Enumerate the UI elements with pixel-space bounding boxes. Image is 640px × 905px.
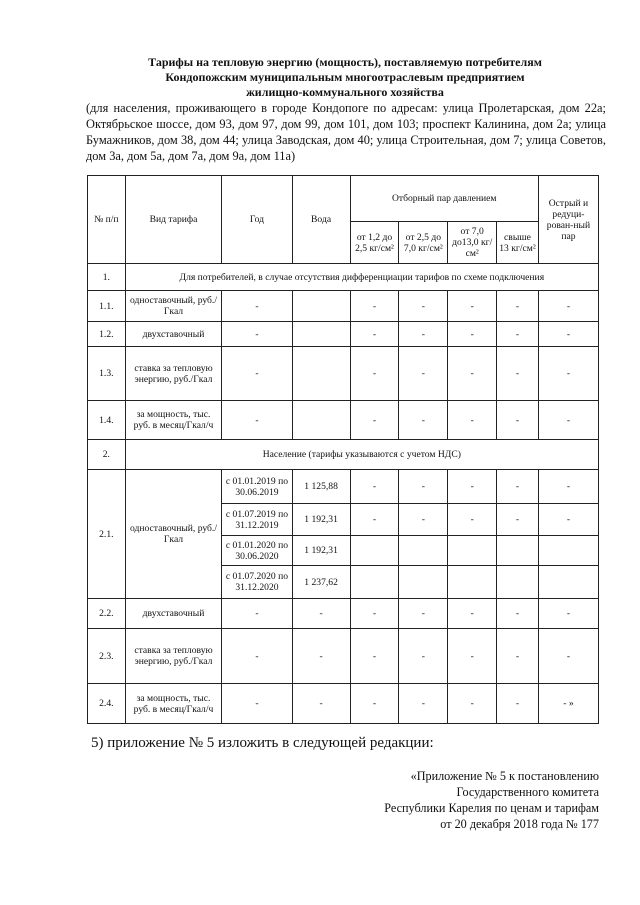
row-type: двухставочный	[125, 599, 222, 629]
table-row	[88, 401, 599, 440]
row-year: с 01.07.2019 по 31.12.2019	[222, 504, 292, 536]
row-type: одноставочный, руб./Гкал	[125, 470, 222, 599]
table-row	[88, 629, 599, 684]
row-p4	[497, 566, 539, 599]
row-p2: -	[399, 684, 448, 724]
row-p2: -	[399, 504, 448, 536]
row-p2: -	[399, 322, 448, 347]
row-p3: -	[448, 291, 497, 322]
row-p1: -	[350, 629, 399, 684]
table-row	[88, 322, 599, 347]
row-num: 1.4.	[88, 401, 126, 440]
row-type: за мощность, тыс. руб. в месяц/Гкал/ч	[125, 401, 222, 440]
section-title: Для потребителей, в случае отсутствия дифференциации тарифов по схеме подключения	[125, 264, 598, 291]
row-p2: -	[399, 401, 448, 440]
row-p3: -	[448, 629, 497, 684]
row-p3	[448, 536, 497, 566]
row-water: -	[292, 599, 350, 629]
row-sharp: -	[538, 291, 598, 322]
row-water: 1 125,88	[292, 470, 350, 504]
row-sharp: -	[538, 322, 598, 347]
row-p1	[350, 536, 399, 566]
section-row	[88, 440, 599, 470]
header-water: Вода	[292, 176, 350, 264]
row-sharp: -	[538, 470, 598, 504]
row-sharp: -	[538, 347, 598, 401]
row-p1: -	[350, 684, 399, 724]
row-p2	[399, 536, 448, 566]
row-water: -	[222, 291, 292, 322]
row-p3: -	[448, 322, 497, 347]
header-p2: от 2,5 до 7,0 кг/см²	[399, 222, 448, 264]
header-p1: от 1,2 до 2,5 кг/см²	[350, 222, 399, 264]
row-water: -	[222, 322, 292, 347]
row-type: за мощность, тыс. руб. в месяц/Гкал/ч	[125, 684, 222, 724]
row-water: -	[222, 401, 292, 440]
row-water: -	[222, 347, 292, 401]
row-water: 1 192,31	[292, 536, 350, 566]
row-p2: -	[399, 629, 448, 684]
row-p4: -	[497, 684, 539, 724]
header-type: Вид тарифа	[125, 176, 222, 264]
row-p2: -	[399, 347, 448, 401]
row-type: ставка за тепловую энергию, руб./Гкал	[125, 347, 222, 401]
title-line-2: Кондопожским муниципальным многоотраслевым предприятием	[165, 70, 525, 84]
row-cell	[292, 347, 350, 401]
row-p4: -	[497, 401, 539, 440]
row-num: 2.2.	[88, 599, 126, 629]
row-num: 1.3.	[88, 347, 126, 401]
row-p3: -	[448, 504, 497, 536]
row-sharp: - »	[538, 684, 598, 724]
header-sharp: Острый и редуци-рован-ный пар	[538, 176, 598, 264]
row-p4: -	[497, 629, 539, 684]
section-num: 1.	[88, 264, 126, 291]
table-row	[88, 684, 599, 724]
document-title	[90, 55, 600, 100]
appendix-line-3: Республики Карелия по ценам и тарифам	[384, 801, 599, 815]
header-year: Год	[222, 176, 292, 264]
section-row	[88, 264, 599, 291]
row-p2: -	[399, 291, 448, 322]
row-p4	[497, 536, 539, 566]
row-type: двухставочный	[125, 322, 222, 347]
row-p2: -	[399, 599, 448, 629]
amendment-note: 5) приложение № 5 изложить в следующей редакции:	[91, 735, 434, 751]
row-p1: -	[350, 504, 399, 536]
row-p1	[350, 566, 399, 599]
row-p2	[399, 566, 448, 599]
row-sharp: -	[538, 599, 598, 629]
tariff-table	[87, 175, 599, 724]
row-p3: -	[448, 401, 497, 440]
header-p3: от 7,0 до13,0 кг/см²	[448, 222, 497, 264]
row-water: 1 237,62	[292, 566, 350, 599]
row-type: ставка за тепловую энергию, руб./Гкал	[125, 629, 222, 684]
row-year: с 01.01.2020 по 30.06.2020	[222, 536, 292, 566]
row-p1: -	[350, 322, 399, 347]
row-water: -	[292, 629, 350, 684]
row-p3: -	[448, 470, 497, 504]
row-sharp: -	[538, 504, 598, 536]
table-row	[88, 347, 599, 401]
row-sharp	[538, 566, 598, 599]
row-p3: -	[448, 599, 497, 629]
row-p2: -	[399, 470, 448, 504]
appendix-line-1: «Приложение № 5 к постановлению	[410, 769, 599, 783]
row-year: с 01.01.2019 по 30.06.2019	[222, 470, 292, 504]
row-sharp: -	[538, 629, 598, 684]
row-year: -	[222, 629, 292, 684]
header-num: № п/п	[88, 176, 126, 264]
table-row	[88, 599, 599, 629]
appendix-reference	[299, 768, 599, 832]
row-p4: -	[497, 322, 539, 347]
header-p4: свыше 13 кг/см²	[497, 222, 539, 264]
row-p1: -	[350, 291, 399, 322]
row-num: 1.2.	[88, 322, 126, 347]
row-num: 2.3.	[88, 629, 126, 684]
row-sharp	[538, 536, 598, 566]
title-line-1: Тарифы на тепловую энергию (мощность), поставляемую потребителям	[148, 55, 542, 69]
row-cell	[292, 291, 350, 322]
section-title: Население (тарифы указываются с учетом НДС)	[125, 440, 598, 470]
row-p4: -	[497, 504, 539, 536]
title-line-3: жилищно-коммунального хозяйства	[246, 85, 444, 99]
row-p4: -	[497, 470, 539, 504]
table-row	[88, 470, 599, 504]
row-type: одноставочный, руб./Гкал	[125, 291, 222, 322]
row-water: 1 192,31	[292, 504, 350, 536]
row-num: 1.1.	[88, 291, 126, 322]
appendix-line-4: от 20 декабря 2018 года № 177	[440, 817, 599, 831]
row-cell	[292, 322, 350, 347]
row-num: 2.1.	[88, 470, 126, 599]
row-p3: -	[448, 347, 497, 401]
row-year: -	[222, 599, 292, 629]
appendix-line-2: Государственного комитета	[456, 785, 599, 799]
row-p1: -	[350, 599, 399, 629]
row-water: -	[292, 684, 350, 724]
table-row	[88, 291, 599, 322]
row-p3	[448, 566, 497, 599]
row-year: -	[222, 684, 292, 724]
row-sharp: -	[538, 401, 598, 440]
address-subtitle: (для населения, проживающего в городе Кондопоге по адресам: улица Пролетарская, дом 22а; Октябрьское шоссе, дом 93, дом 97, дом 99, дом 101, дом 103; проспект Калинина, дом 2а; улица Бумажников, дом 38, дом 44; улица Заводская, дом 40; улица Строительная, дом 7; улица Советов, дом 3а, дом 5а, дом 7а, дом 9а, дом 11а)	[86, 101, 606, 163]
row-p1: -	[350, 347, 399, 401]
row-num: 2.4.	[88, 684, 126, 724]
row-p4: -	[497, 291, 539, 322]
row-p1: -	[350, 401, 399, 440]
section-num: 2.	[88, 440, 126, 470]
row-p3: -	[448, 684, 497, 724]
row-year: с 01.07.2020 по 31.12.2020	[222, 566, 292, 599]
row-cell	[292, 401, 350, 440]
header-steam-group: Отборный пар давлением	[350, 176, 538, 222]
row-p4: -	[497, 347, 539, 401]
row-p4: -	[497, 599, 539, 629]
row-p1: -	[350, 470, 399, 504]
